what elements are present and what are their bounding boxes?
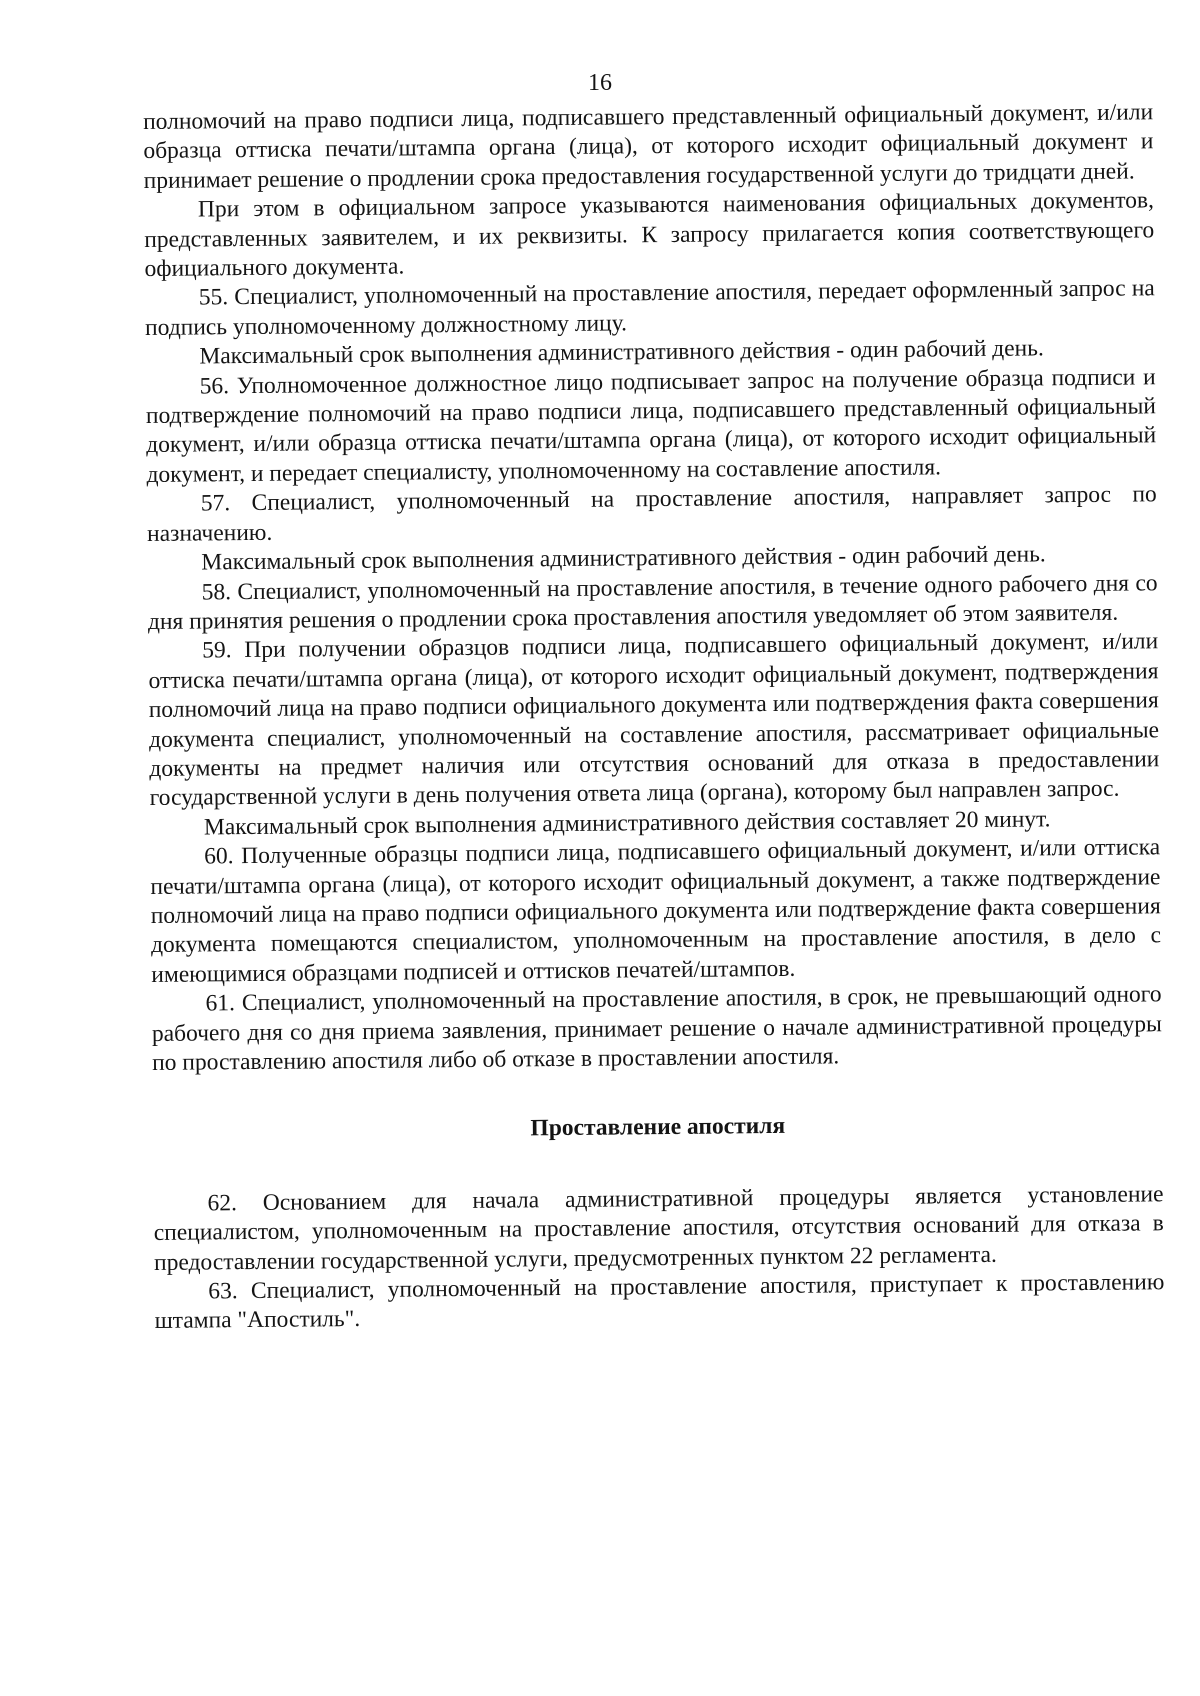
paragraph-item-57: 57. Специалист, уполномоченный на проставление апостиля, направляет запрос по назначению. <box>146 481 1157 547</box>
paragraph-item-55: 55. Специалист, уполномоченный на проставление апостиля, передает оформленный запрос на подпись уполномоченному должностному лицу. <box>144 275 1155 341</box>
paragraph-item-58: 58. Специалист, уполномоченный на проставление апостиля, в течение одного рабочего дня со дня принятия решения о продлении срока проставления апостиля уведомляет об этом заявителя. <box>147 569 1158 635</box>
document-body <box>143 98 1165 1336</box>
paragraph-max-term-3: Максимальный срок выполнения административного действия составляет 20 минут. <box>203 806 1051 841</box>
paragraph-item-62: 62. Основанием для начала административной процедуры является установление специалистом, уполномоченным на проставление апостиля, отсутствия оснований для отказа в предоставлении государственной услуги, предусмотренных пунктом 22 регламента. <box>153 1181 1164 1276</box>
paragraph-request-details: При этом в официальном запросе указываются наименования официальных документов, представленных заявителем, и их реквизиты. К запросу прилагается копия соответствующего официального документа. <box>144 187 1155 283</box>
paragraph-item-63: 63. Специалист, уполномоченный на проставление апостиля, приступает к проставлению штампа "Апостиль". <box>154 1269 1165 1335</box>
paragraph-continuation: полномочий на право подписи лица, подписавшего представленный официальный документ, и/или образца оттиска печати/штампа органа (лица), от которого исходит официальный документ и принимает решение о продлении срока предоставления государственной услуги до тридцати дней. <box>143 99 1154 194</box>
paragraph-item-60: 60. Полученные образцы подписи лица, подписавшего официальный документ, и/или оттиска печати/штампа органа (лица), от которого исходит официальный документ, а также подтверждение полномочий лица на право подписи официального документа или подтверждение факта совершения документа помещаются специалистом, уполномоченным на проставление апостиля, в дело с имеющимися образцами подписей и оттисков печатей/штампов. <box>150 834 1162 988</box>
page-number: 16 <box>588 70 612 96</box>
paragraph-max-term-2: Максимальный срок выполнения административного действия - один рабочий день. <box>201 541 1046 576</box>
paragraph-item-56: 56. Уполномоченное должностное лицо подписывает запрос на получение образца подписи и подтверждение полномочий на право подписи лица, подписавшего представленный официальный документ, и/или образца оттиска печати/штампа органа (лица), от которого исходит официальный документ, и передает специалисту, уполномоченному на составление апостиля. <box>145 363 1157 488</box>
paragraph-item-59: 59. При получении образцов подписи лица, подписавшего официальный документ, и/или оттиска печати/штампа органа (лица), от которого исходит официальный документ, подтверждения полномочий лица на право подписи официального документа или подтверждения факта совершения документа специалист, уполномоченный на составление апостиля, рассматривает официальные документы на предмет наличия или отсутствия оснований для отказа в предоставлении государственной услуги в день получения ответа лица (органа), которому был направлен запрос. <box>148 628 1160 812</box>
section-heading: Проставление апостиля <box>530 1113 786 1142</box>
paragraph-max-term-1: Максимальный срок выполнения административного действия - один рабочий день. <box>199 335 1044 370</box>
paragraph-item-61: 61. Специалист, уполномоченный на проставление апостиля, в срок, не превышающий одного рабочего дня со дня приема заявления, принимает решение о начале административной процедуры по проставлению апостиля либо об отказе в проставлении апостиля. <box>151 981 1162 1076</box>
